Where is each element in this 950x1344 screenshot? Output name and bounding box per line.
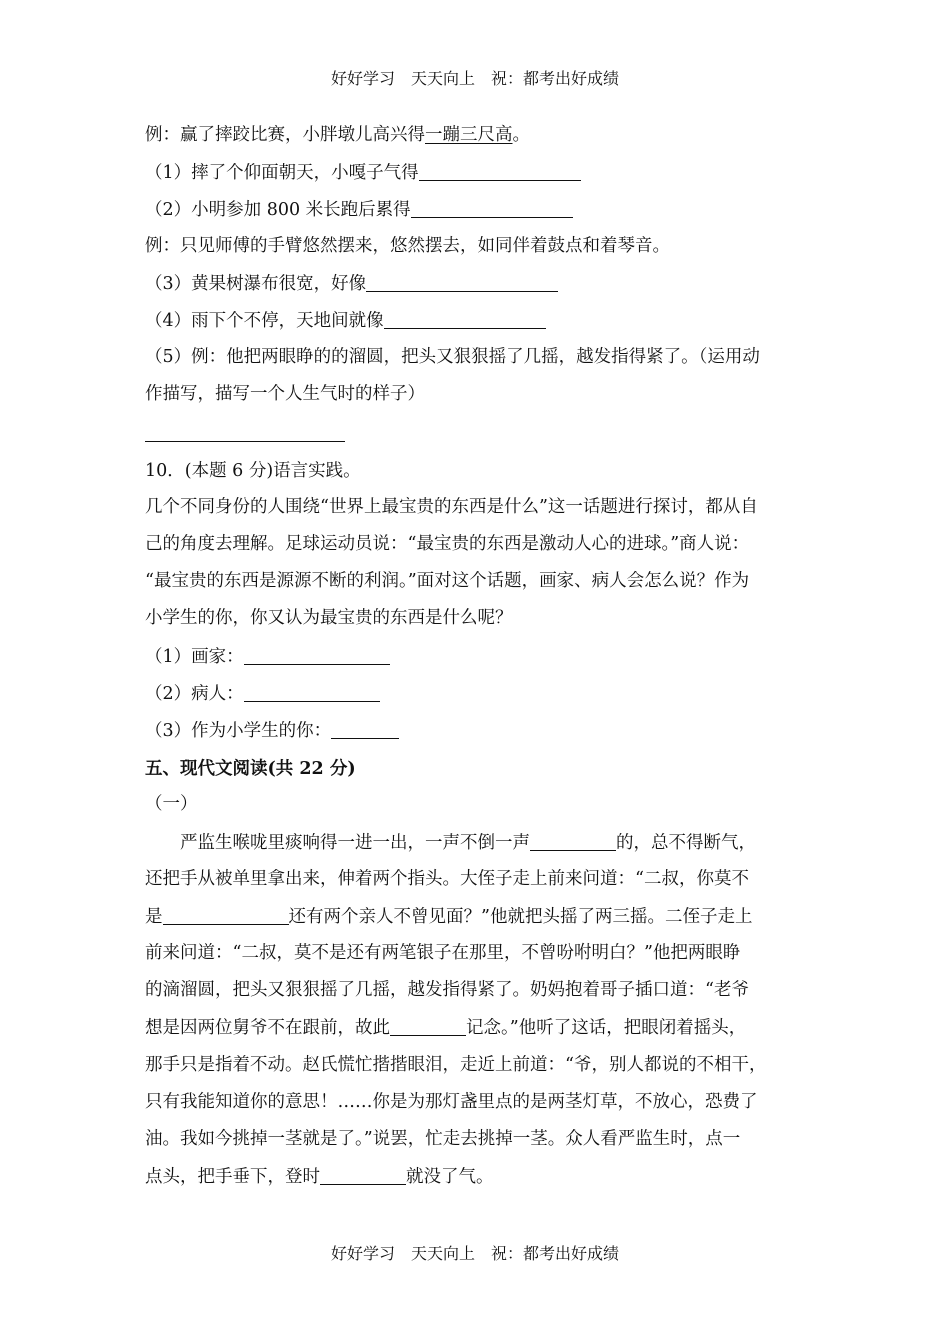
answer-blank[interactable]	[384, 312, 546, 329]
example-2: 例：只见师傅的手臂悠然摆来，悠然摆去，如同伴着鼓点和着琴音。	[145, 236, 670, 256]
passage-line-1	[180, 834, 756, 853]
answer-blank[interactable]	[163, 908, 289, 925]
passage-line-6b: 记念。”他听了这话，把眼闭着摇头，	[466, 1018, 747, 1038]
q9-item-2-text: （2）小明参加 800 米长跑后累得	[145, 200, 411, 220]
passage-line-3a: 是	[145, 907, 163, 927]
example-1-text: 例：赢了摔跤比赛，小胖墩儿高兴得	[145, 125, 425, 145]
answer-blank[interactable]	[419, 164, 581, 181]
page-footer: 好好学习 天天向上 祝：都考出好成绩	[330, 1244, 619, 1263]
q9-item-4	[145, 312, 546, 331]
passage-line-6a: 想是因两位舅爷不在跟前，故此	[145, 1018, 390, 1038]
section-5-title: 五、现代文阅读(共 22 分)	[145, 759, 356, 779]
answer-blank[interactable]	[530, 834, 616, 851]
answer-blank[interactable]	[320, 1168, 406, 1185]
answer-blank[interactable]	[390, 1019, 466, 1036]
answer-blank[interactable]	[244, 685, 380, 702]
passage-line-8: 只有我能知道你的意思！……你是为那灯盏里点的是两茎灯草，不放心，恐费了	[145, 1092, 758, 1112]
passage-line-7: 那手只是指着不动。赵氏慌忙揩揩眼泪，走近上前道：“爷，别人都说的不相干，	[145, 1055, 767, 1075]
q10-item-1	[145, 648, 390, 667]
passage-line-5: 的滴溜圆，把头又狠狠摇了几摇，越发指得紧了。奶妈抱着哥子插口道：“老爷	[145, 980, 749, 1000]
answer-blank[interactable]	[411, 201, 573, 218]
q9-item-3-text: （3）黄果树瀑布很宽，好像	[145, 274, 367, 294]
passage-line-1a: 严监生喉咙里痰响得一进一出，一声不倒一声	[180, 833, 530, 853]
q9-item-1-text: （1）摔了个仰面朝天，小嘎子气得	[145, 163, 419, 183]
answer-line[interactable]	[145, 441, 345, 442]
answer-blank[interactable]	[366, 275, 558, 292]
example-1-underlined: 一蹦三尺高	[425, 125, 513, 145]
passage-line-4: 前来问道：“二叔，莫不是还有两笔银子在那里，不曾吩咐明白？”他把两眼睁	[145, 943, 741, 963]
answer-blank[interactable]	[331, 722, 399, 739]
q10-item-2	[145, 685, 380, 704]
example-1-suffix: 。	[512, 125, 530, 145]
q10-item-1-text: （1）画家：	[145, 647, 244, 667]
passage-line-10b: 就没了气。	[406, 1167, 494, 1187]
q9-item-2	[145, 201, 573, 220]
passage-line-6	[145, 1019, 746, 1038]
passage-line-9: 油。我如今挑掉一茎就是了。”说罢，忙走去挑掉一茎。众人看严监生时，点一	[145, 1129, 741, 1149]
q10-paragraph-line-4: 小学生的你，你又认为最宝贵的东西是什么呢？	[145, 608, 513, 628]
q10-paragraph-line-3: “最宝贵的东西是源源不断的利润。”面对这个话题，画家、病人会怎么说？作为	[145, 571, 750, 591]
q9-item-4-text: （4）雨下个不停，天地间就像	[145, 311, 384, 331]
passage-line-2: 还把手从被单里拿出来，伸着两个指头。大侄子走上前来问道：“二叔，你莫不	[145, 869, 749, 889]
passage-line-3b: 还有两个亲人不曾见面？”他就把头摇了两三摇。二侄子走上	[288, 907, 753, 927]
section-5-subtitle: （一）	[145, 794, 198, 814]
q10-title: 10．(本题 6 分)语言实践。	[145, 461, 361, 481]
example-1	[145, 127, 530, 145]
page-header: 好好学习 天天向上 祝：都考出好成绩	[330, 69, 619, 88]
q10-item-3-text: （3）作为小学生的你：	[145, 721, 332, 741]
q10-paragraph-line-2: 己的角度去理解。足球运动员说：“最宝贵的东西是激动人心的进球。”商人说：	[145, 534, 750, 554]
passage-line-10	[145, 1168, 494, 1187]
q9-item-5-line-1: （5）例：他把两眼睁的的溜圆，把头又狠狠摇了几摇，越发指得紧了。（运用动	[145, 347, 760, 367]
q9-item-3	[145, 275, 558, 294]
q10-item-2-text: （2）病人：	[145, 684, 244, 704]
q10-paragraph-line-1: 几个不同身份的人围绕“世界上最宝贵的东西是什么”这一话题进行探讨，都从自	[145, 497, 758, 517]
q9-item-5-line-2: 作描写，描写一个人生气时的样子）	[145, 384, 425, 404]
answer-blank[interactable]	[244, 648, 390, 665]
q9-item-1	[145, 164, 581, 183]
passage-line-3	[145, 908, 752, 927]
q10-item-3	[145, 722, 399, 741]
passage-line-10a: 点头，把手垂下，登时	[145, 1167, 320, 1187]
passage-line-1b: 的，总不得断气，	[616, 833, 756, 853]
